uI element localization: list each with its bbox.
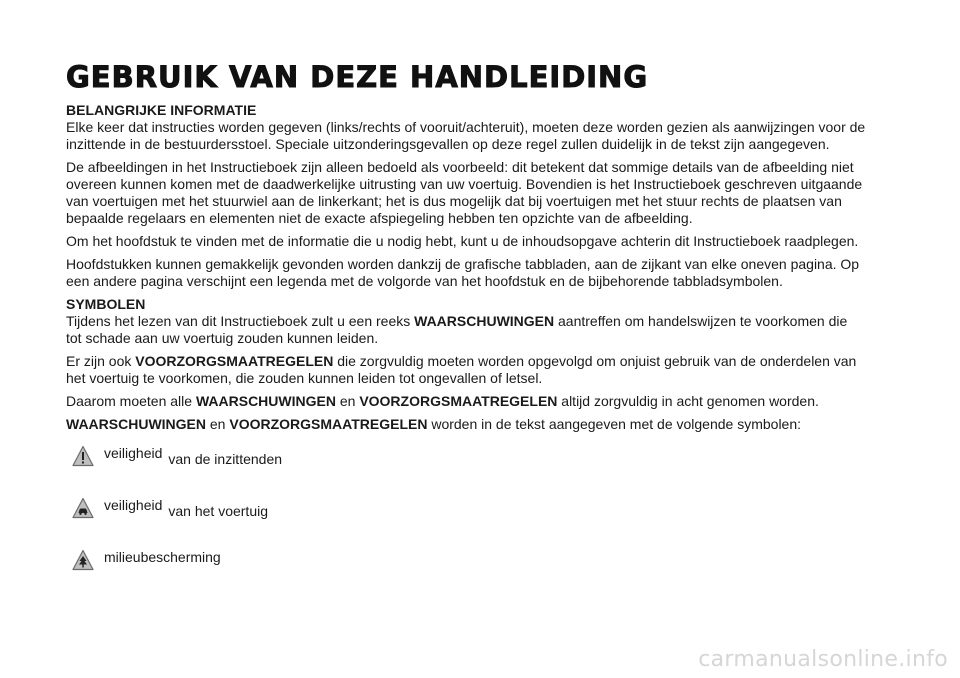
section-symbols <box>66 296 866 597</box>
manual-page <box>66 60 866 597</box>
symbol-label: veiligheid <box>104 497 163 513</box>
paragraph-directions: Elke keer dat instructies worden gegeven (links/rechts of vooruit/achteruit), moeten deze worden gezien als aanwijzingen voor de inzittende in de bestuurdersstoel. Speciale uitzonderingsgevallen op deze regel zullen duidelijk in de tekst zijn aangegeven. <box>66 119 866 152</box>
paragraph-illustrations: De afbeeldingen in het Instructieboek zijn alleen bedoeld als voorbeeld: dit betekent dat sommige details van de afbeelding niet overeen kunnen komen met de daadwerkelijke uitrusting van uw voertuig. Bovendien is het Instructieboek geschreven uitgaande van voertuigen met het stuurwiel aan de linkerkant; het is dus mogelijk dat bij voertuigen met het stuur rechts de plaatsen van bepaalde regelaars en elementen niet de exacte afspiegeling hebben ten opzichte van de afbeelding. <box>66 159 863 226</box>
paragraph-observe: Daarom moeten alle WAARSCHUWINGEN en VOORZORGSMAATREGELEN altijd zorgvuldig in acht genomen worden. <box>66 393 819 409</box>
car-triangle-icon <box>72 497 94 519</box>
section-important-info <box>66 102 866 290</box>
watermark-footer: carmanualsonline.info <box>698 647 948 672</box>
symbol-description: van de inzittenden <box>168 451 283 467</box>
warning-triangle-icon <box>72 445 94 467</box>
symbol-label: veiligheid <box>104 445 163 461</box>
tree-triangle-icon <box>72 549 94 571</box>
paragraph-symbols-intro: WAARSCHUWINGEN en VOORZORGSMAATREGELEN worden in de tekst aangegeven met de volgende symbolen: <box>66 416 802 432</box>
symbol-occupant-safety <box>66 441 866 493</box>
symbol-vehicle-safety <box>66 493 866 545</box>
paragraph-precautions: Er zijn ook VOORZORGSMAATREGELEN die zorgvuldig moeten worden opgevolgd om onjuist gebruik van de onderdelen van het voertuig te voorkomen, die zouden kunnen leiden tot ongevallen of letsel. <box>66 353 857 386</box>
symbol-environment <box>66 545 866 597</box>
symbol-list <box>66 441 866 597</box>
paragraph-table-of-contents: Om het hoofdstuk te vinden met de informatie die u nodig hebt, kunt u de inhoudsopgave achterin dit Instructieboek raadplegen. <box>66 233 859 249</box>
page-title: GEBRUIK VAN DEZE HANDLEIDING <box>66 60 649 94</box>
symbol-label: milieubescherming <box>104 549 221 565</box>
paragraph-tabs: Hoofdstukken kunnen gemakkelijk gevonden worden dankzij de grafische tabbladen, aan de zijkant van elke oneven pagina. Op een andere pagina verschijnt een legenda met de volgorde van het hoofdstuk en de bijbehorende tabbladsymbolen. <box>66 256 860 289</box>
symbol-description: van het voertuig <box>168 503 268 519</box>
section-heading-important-info: BELANGRIJKE INFORMATIE <box>66 102 257 118</box>
paragraph-warnings: Tijdens het lezen van dit Instructieboek zult u een reeks WAARSCHUWINGEN aantreffen om handelswijzen te voorkomen die tot schade aan uw voertuig zouden kunnen leiden. <box>66 313 848 346</box>
section-heading-symbols: SYMBOLEN <box>66 296 146 312</box>
